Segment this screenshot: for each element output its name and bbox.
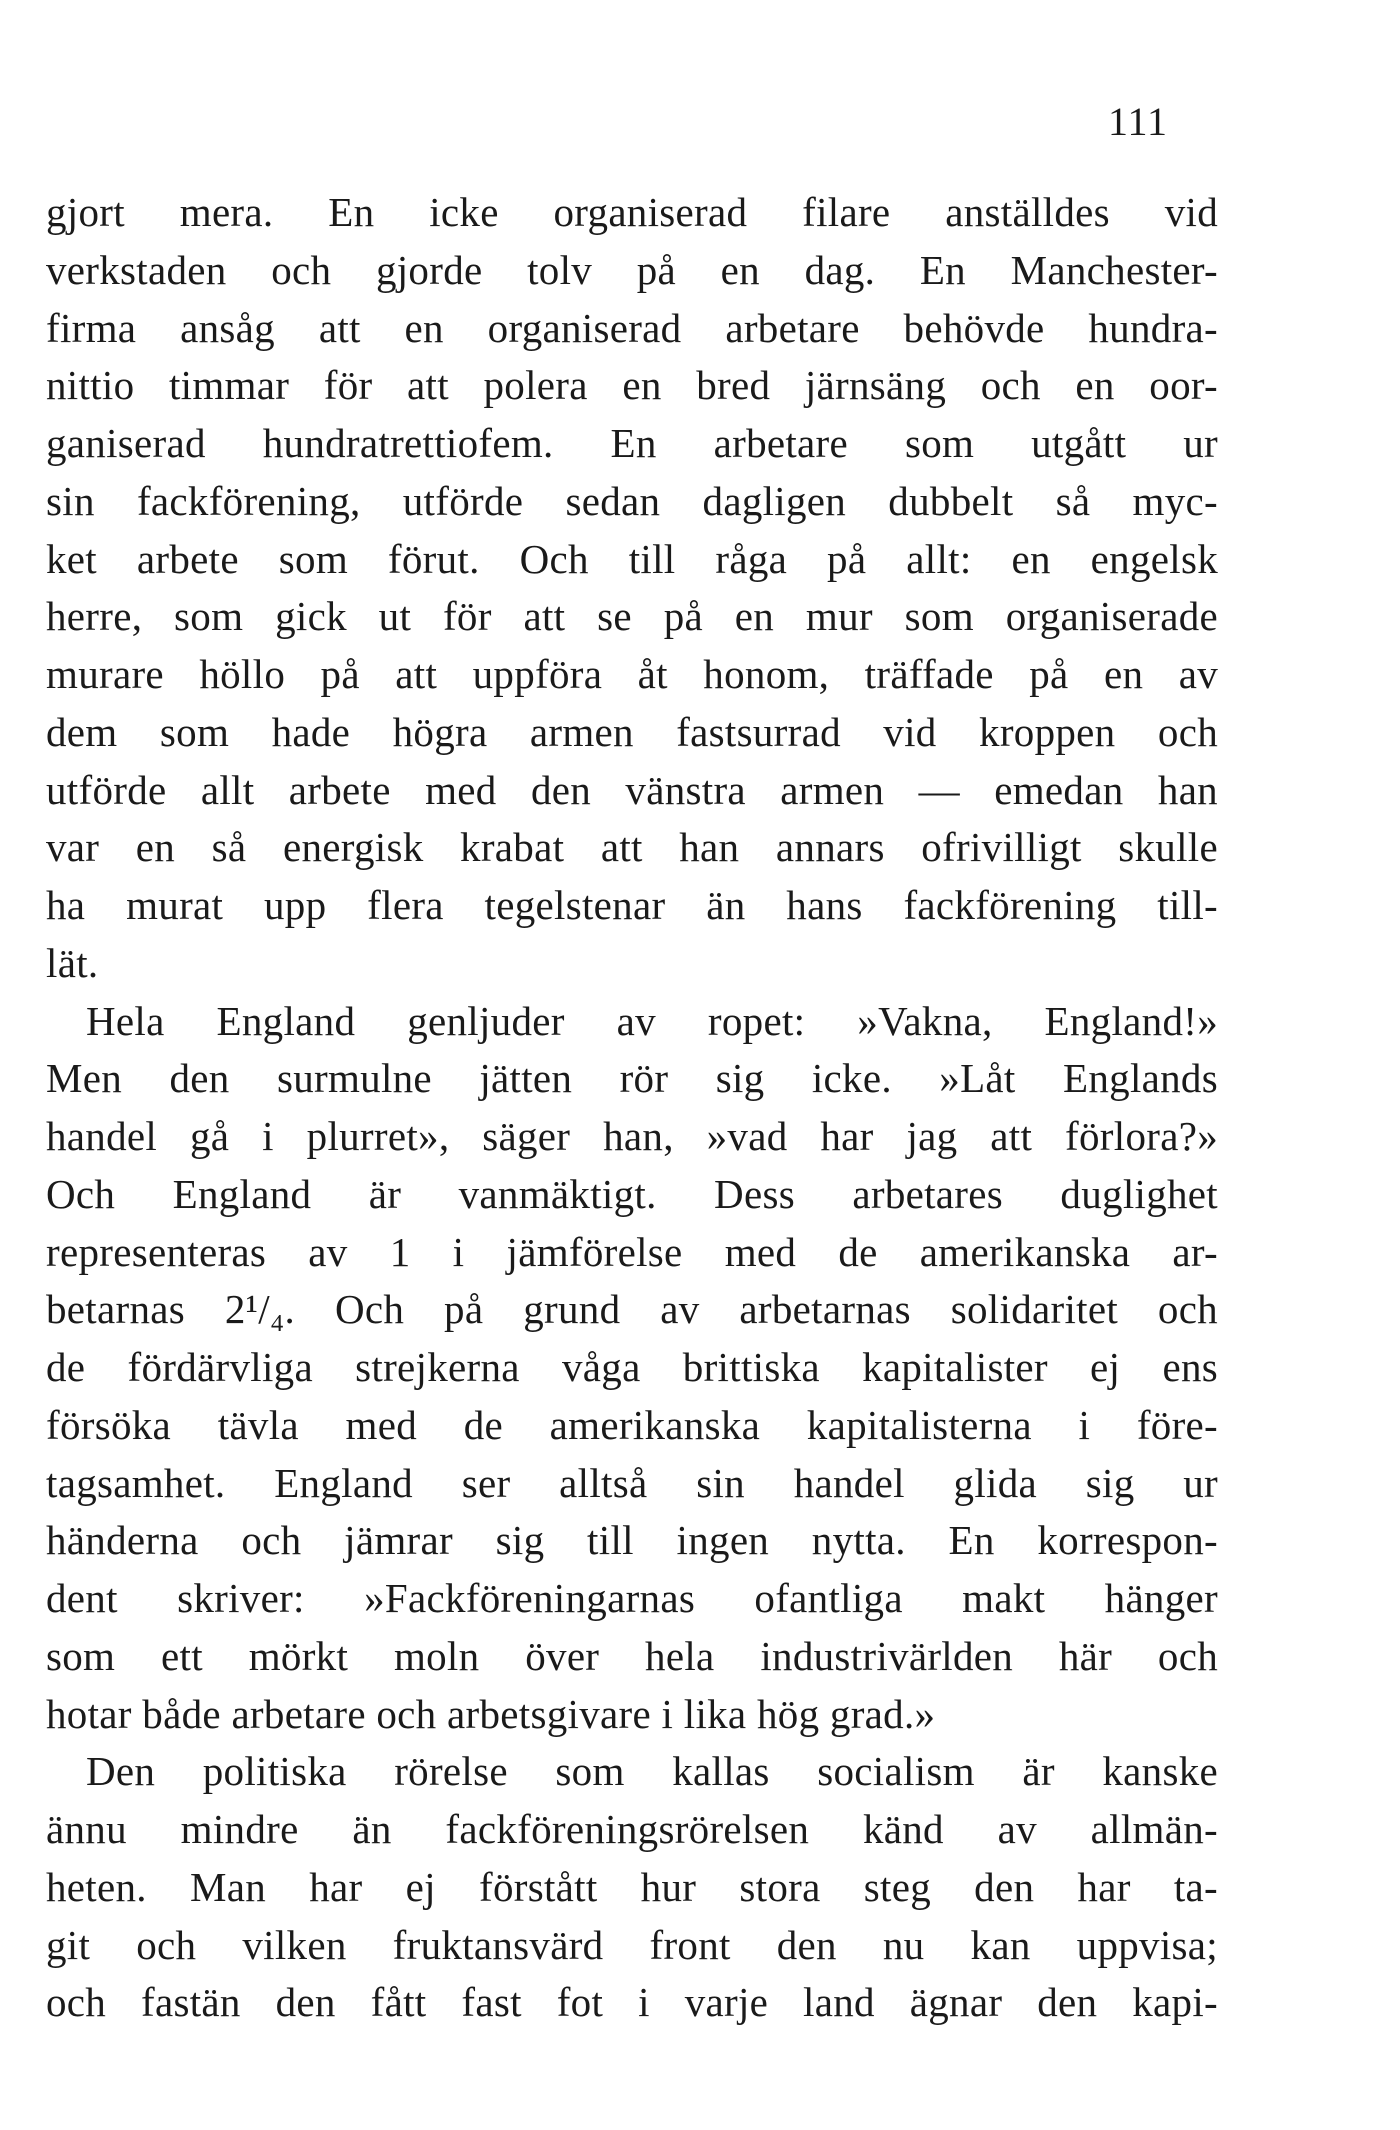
- paragraph-start-line: Hela England genljuder av ropet: »Vakna, England!»: [86, 997, 1218, 1044]
- text-line: och fastän den fått fast fot i varje land ägnar den kapi-: [46, 1979, 1218, 2026]
- text-line: tagsamhet. England ser alltså sin handel glida sig ur: [46, 1459, 1218, 1506]
- text-line: ha murat upp flera tegelstenar än hans fackförening till-: [46, 882, 1218, 928]
- text-line: dent skriver: »Fackföreningarnas ofantliga makt hänger: [46, 1575, 1218, 1621]
- text-line: heten. Man har ej förstått hur stora steg den har ta-: [46, 1863, 1218, 1910]
- text-line: utförde allt arbete med den vänstra armen — emedan han: [46, 766, 1218, 813]
- text-line: firma ansåg att en organiserad arbetare behövde hundra-: [46, 304, 1218, 351]
- paragraph-end-line: hotar både arbetare och arbetsgivare i lika hög grad.»: [46, 1690, 936, 1737]
- text-line: verkstaden och gjorde tolv på en dag. En Manchester-: [46, 246, 1218, 293]
- text-line: som ett mörkt moln över hela industrivärlden här och: [46, 1632, 1218, 1679]
- text-line: Men den surmulne jätten rör sig icke. »Låt Englands: [46, 1055, 1218, 1102]
- text-line: representeras av 1 i jämförelse med de amerikanska ar-: [46, 1228, 1218, 1275]
- text-line: murare höllo på att uppföra åt honom, träffade på en av: [46, 651, 1218, 697]
- text-line: ket arbete som förut. Och till råga på allt: en engelsk: [46, 535, 1218, 582]
- text-line: herre, som gick ut för att se på en mur som organiserade: [46, 593, 1218, 640]
- paragraph-end-line: lät.: [46, 939, 99, 986]
- text-line: dem som hade högra armen fastsurrad vid kroppen och: [46, 708, 1218, 755]
- page-number: 111: [1107, 99, 1168, 144]
- text-line: var en så energisk krabat att han annars ofrivilligt skulle: [46, 824, 1218, 871]
- text-line: git och vilken fruktansvärd front den nu kan uppvisa;: [46, 1921, 1218, 1968]
- paragraph-start-line: Den politiska rörelse som kallas socialism är kanske: [86, 1748, 1218, 1795]
- text-line: gjort mera. En icke organiserad filare anställdes vid: [46, 189, 1218, 235]
- text-line: händerna och jämrar sig till ingen nytta. En korrespon-: [46, 1517, 1218, 1564]
- text-line: handel gå i plurret», säger han, »vad har jag att förlora?»: [46, 1113, 1218, 1159]
- text-line: de fördärvliga strejkerna våga brittiska kapitalister ej ens: [46, 1344, 1218, 1390]
- text-line: sin fackförening, utförde sedan dagligen dubbelt så myc-: [46, 477, 1218, 524]
- body-text: [46, 184, 1218, 2032]
- text-line: betarnas 2¹/₄. Och på grund av arbetarnas solidaritet och: [46, 1286, 1218, 1333]
- text-line: ganiserad hundratrettiofem. En arbetare som utgått ur: [46, 420, 1218, 466]
- text-line: Och England är vanmäktigt. Dess arbetares duglighet: [46, 1170, 1218, 1217]
- text-line: nittio timmar för att polera en bred järnsäng och en oor-: [46, 362, 1218, 409]
- text-line: ännu mindre än fackföreningsrörelsen känd av allmän-: [46, 1806, 1218, 1852]
- text-line: försöka tävla med de amerikanska kapitalisterna i före-: [46, 1401, 1218, 1448]
